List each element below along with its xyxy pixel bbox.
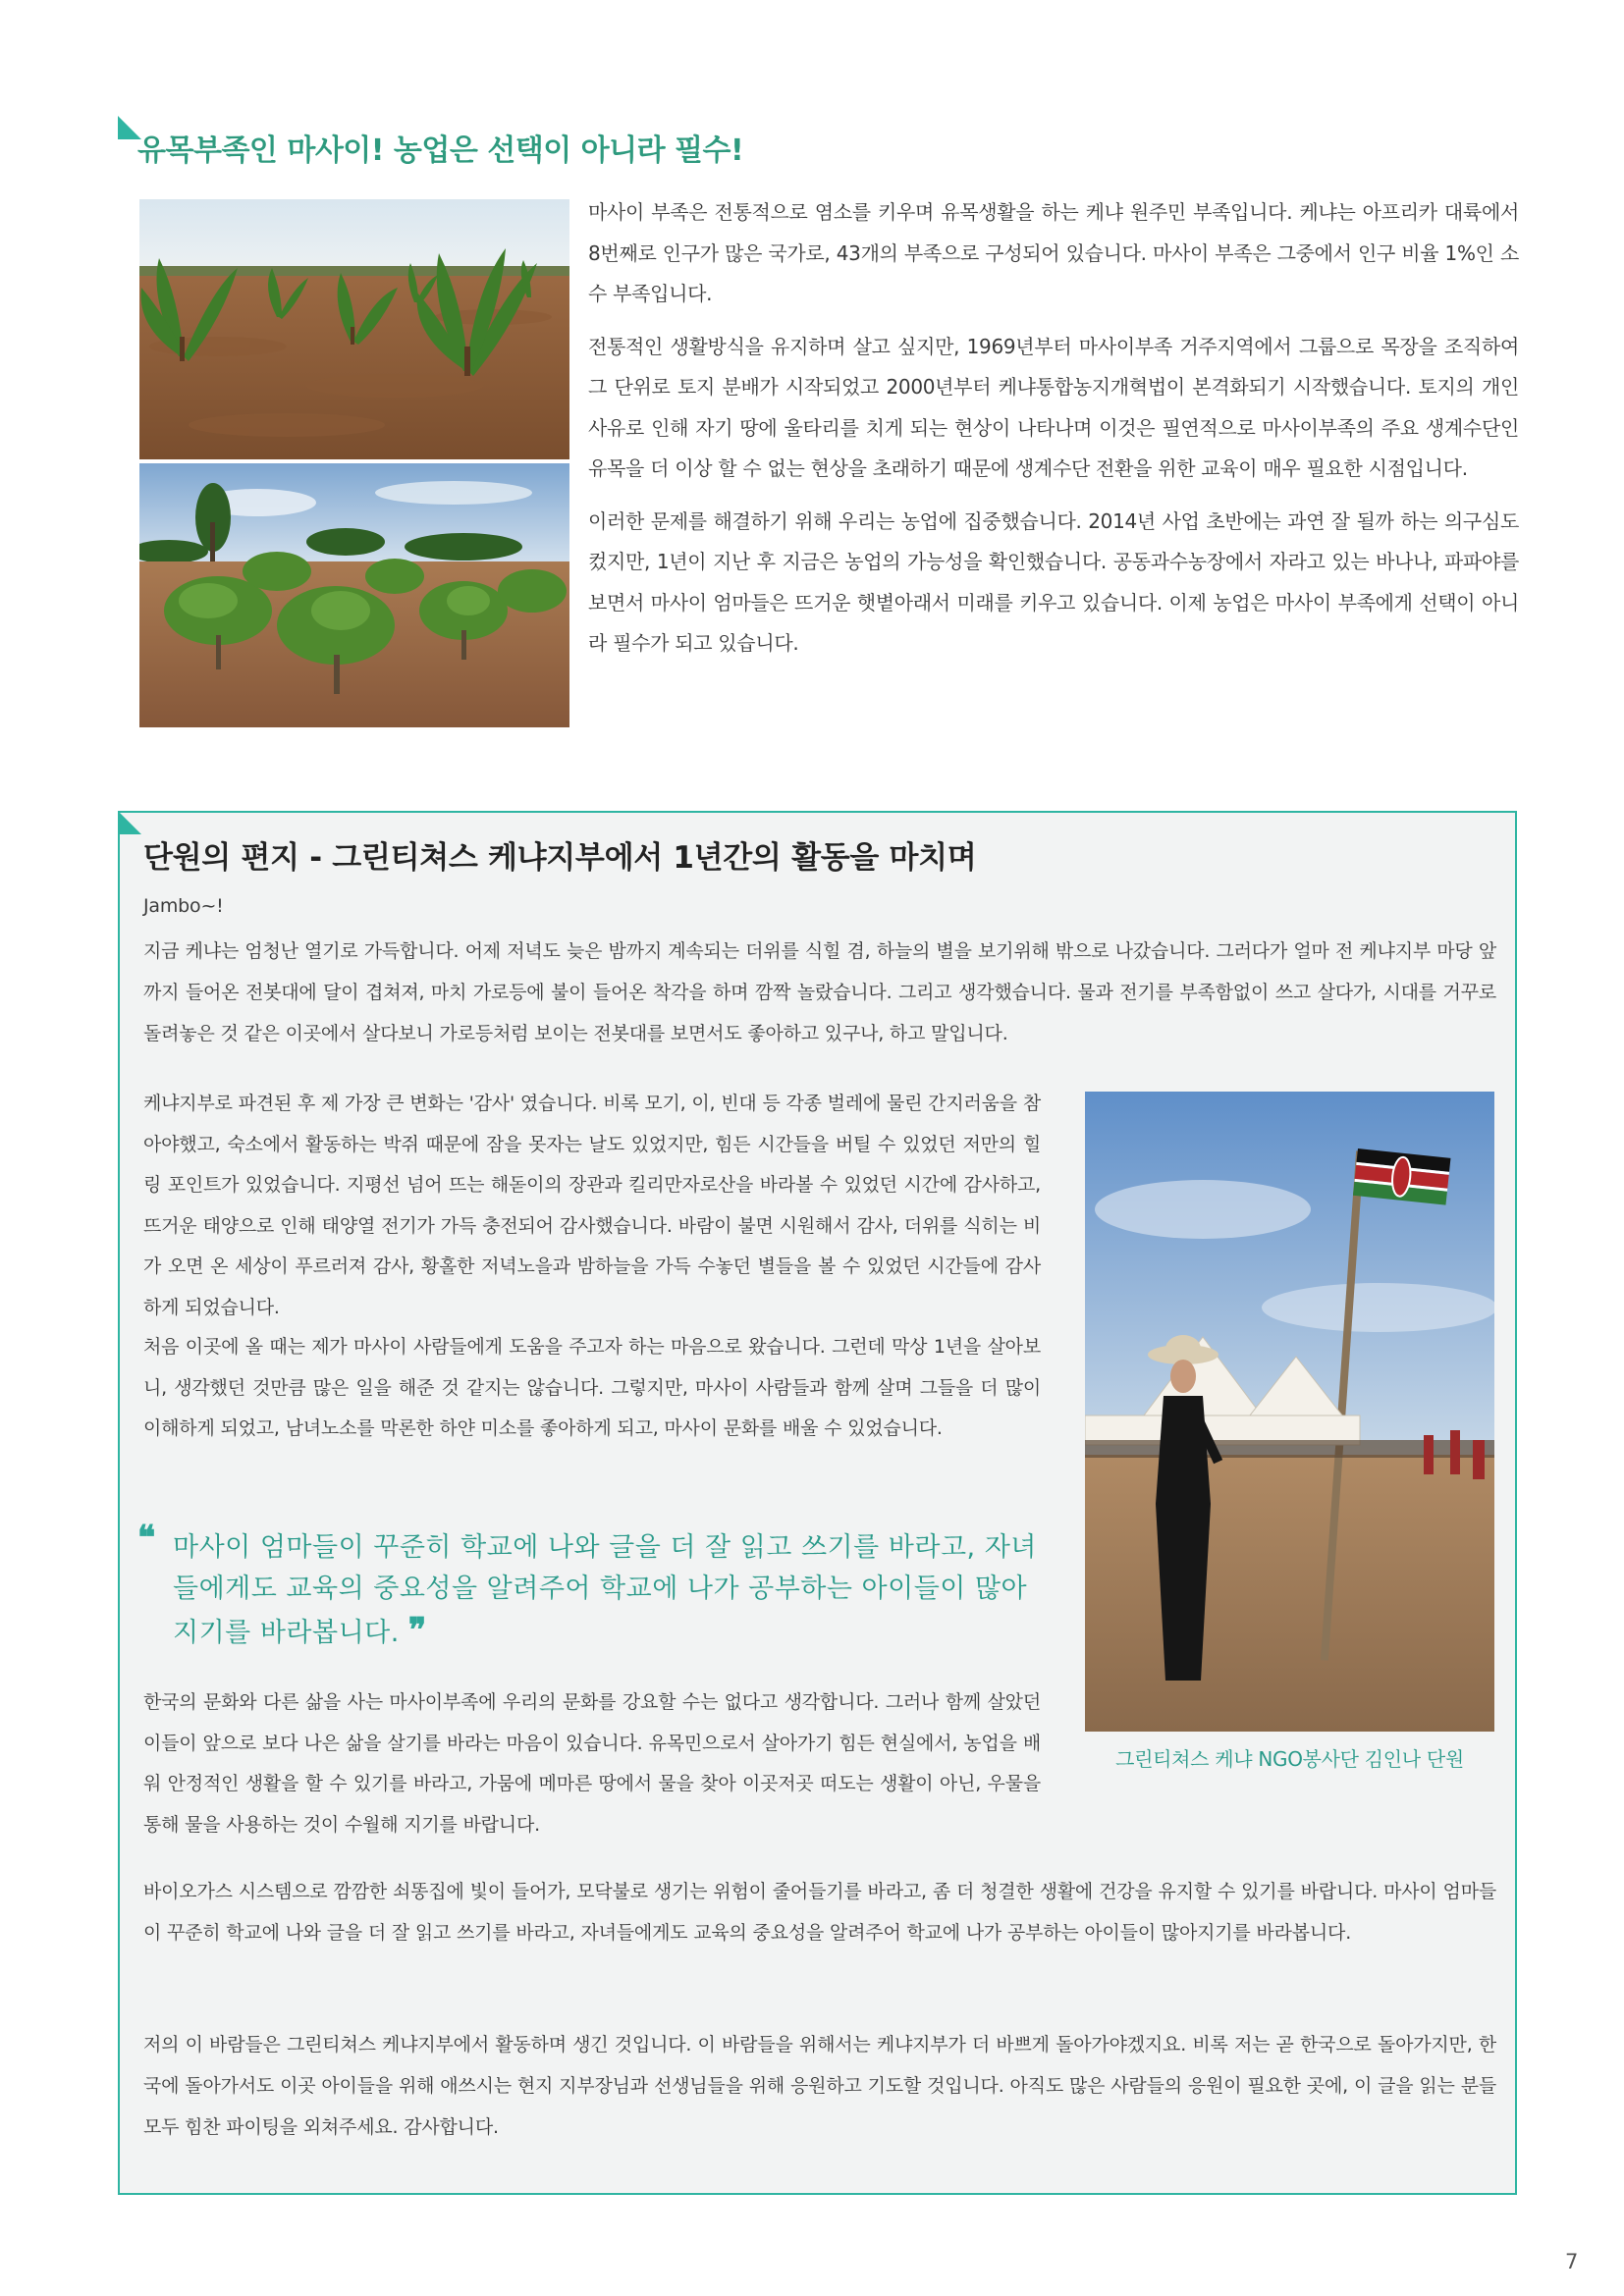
letter-paragraph (143, 1871, 1496, 1953)
letter-paragraph-text: 한국의 문화와 다른 삶을 사는 마사이부족에 우리의 문화를 강요할 수는 없다고 생각합니다. 그러나 함께 살았던 이들이 앞으로 보다 나은 삶을 살기를 바라는 마음이 있습니다. 유목민으로서 살아가기 힘든 현실에서, 농업을 배워 안정적인 생활을 할 수 있기를 바라고, 가뭄에 메마른 땅에서 물을 찾아 이곳저곳 떠도는 생활이 아닌, 우물을 통해 물을 사용하는 것이 수월해 지기를 바랍니다. (143, 1691, 1041, 1836)
section-paragraph: 전통적인 생활방식을 유지하며 살고 싶지만, 1969년부터 마사이부족 거주지역에서 그룹으로 목장을 조직하여 그 단위로 토지 분배가 시작되었고 2000년부터 케냐통합농지개혁법이 본격화되기 시작했습니다. 토지의 개인 사유로 인해 자기 땅에 울타리를 치게 되는 현상이 나타나며 이것은 필연적으로 마사이부족의 주요 생계수단인 유목을 더 이상 할 수 없는 현상을 초래하기 때문에 생계수단 전환을 위한 교육이 매우 필요한 시점입니다. (588, 334, 1519, 480)
letter-paragraph-text: 케냐지부로 파견된 후 제 가장 큰 변화는 '감사' 였습니다. 비록 모기, 이, 빈대 등 각종 벌레에 물린 간지러움을 참아야했고, 숙소에서 활동하는 박쥐 때문에 잠을 못자는 날도 있었지만, 힘든 시간들을 버틸 수 있었던 저만의 힐링 포인트가 있었습니다. 지평선 넘어 뜨는 해돋이의 장관과 킬리만자로산을 바라볼 수 있었던 시간에 감사하고, 뜨거운 태양으로 인해 태양열 전기가 가득 충전되어 감사했습니다. 바람이 불면 시원해서 감사, 더위를 식히는 비가 오면 온 세상이 푸르러져 감사, 황홀한 저녁노을과 밤하늘을 가득 수놓던 별들을 볼 수 있었던 시간들에 감사하게 되었습니다. (143, 1093, 1041, 1318)
page-number: 7 (1565, 2250, 1579, 2273)
letter-paragraph (143, 931, 1496, 1054)
letter-paragraph (143, 1327, 1041, 1450)
close-quote-icon: ❞ (407, 1611, 427, 1650)
pull-quote (137, 1519, 1037, 1654)
letter-paragraph-text: 처음 이곳에 올 때는 제가 마사이 사람들에게 도움을 주고자 하는 마음으로 왔습니다. 그런데 막상 1년을 살아보니, 생각했던 것만큼 많은 일을 해준 것 같지는 않습니다. 그렇지만, 마사이 사람들과 함께 살며 그들을 더 많이 이해하게 되었고, 남녀노소를 막론한 하얀 미소를 좋아하게 되고, 마사이 문화를 배울 수 있었습니다. (143, 1336, 1041, 1439)
letter-paragraph-text: 저의 이 바람들은 그린티쳐스 케냐지부에서 활동하며 생긴 것입니다. 이 바람들을 위해서는 케냐지부가 더 바쁘게 돌아가야겠지요. 비록 저는 곧 한국으로 돌아가지만, 한국에 돌아가서도 이곳 아이들을 위해 애쓰시는 현지 지부장님과 선생님들을 위해 응원하고 기도할 것입니다. 아직도 많은 사람들의 응원이 필요한 곳에, 이 글을 읽는 분들 모두 힘찬 파이팅을 외쳐주세요. 감사합니다. (143, 2034, 1496, 2138)
volunteer-photo (1085, 1092, 1494, 1732)
letter-greeting: Jambo~! (143, 895, 224, 917)
photo-caption: 그린티쳐스 케냐 NGO봉사단 김인나 단원 (1115, 1747, 1464, 1771)
letter-paragraph-text: 지금 케냐는 엄청난 열기로 가득합니다. 어제 저녁도 늦은 밤까지 계속되는 더위를 식힐 겸, 하늘의 별을 보기위해 밖으로 나갔습니다. 그러다가 얼마 전 케냐지부 마당 앞까지 들어온 전봇대에 달이 겹쳐져, 마치 가로등에 불이 들어온 착각을 하며 깜짝 놀랐습니다. 그리고 생각했습니다. 물과 전기를 부족함없이 쓰고 살다가, 시대를 거꾸로 돌려놓은 것 같은 이곳에서 살다보니 가로등처럼 보이는 전봇대를 보면서도 좋아하고 있구나, 하고 말입니다. (143, 940, 1496, 1044)
letter-corner-mark (118, 811, 141, 834)
letter-title: 단원의 편지 - 그린티쳐스 케냐지부에서 1년간의 활동을 마치며 (143, 840, 977, 876)
section-body (588, 192, 1519, 676)
section-title: 유목부족인 마사이! 농업은 선택이 아니라 필수! (137, 133, 744, 168)
pull-quote-text: 마사이 엄마들이 꾸준히 학교에 나와 글을 더 잘 읽고 쓰기를 바라고, 자녀들에게도 교육의 중요성을 알려주어 학교에 나가 공부하는 아이들이 많아지기를 바라봅니다. (173, 1532, 1037, 1648)
banana-field-photo (139, 199, 569, 459)
letter-paragraph (143, 1682, 1041, 1845)
letter-paragraph (143, 2024, 1496, 2148)
papaya-field-photo (139, 463, 569, 727)
letter-paragraph-text: 바이오가스 시스템으로 깜깜한 쇠똥집에 빛이 들어가, 모닥불로 생기는 위험이 줄어들기를 바라고, 좀 더 청결한 생활에 건강을 유지할 수 있기를 바랍니다. 마사이 엄마들이 꾸준히 학교에 나와 글을 더 잘 읽고 쓰기를 바라고, 자녀들에게도 교육의 중요성을 알려주어 학교에 나가 공부하는 아이들이 많아지기를 바라봅니다. (143, 1881, 1496, 1944)
letter-paragraph (143, 1084, 1041, 1328)
section-paragraph: 이러한 문제를 해결하기 위해 우리는 농업에 집중했습니다. 2014년 사업 초반에는 과연 잘 될까 하는 의구심도 컸지만, 1년이 지난 후 지금은 농업의 가능성을 확인했습니다. 공동과수농장에서 자라고 있는 바나나, 파파야를 보면서 마사이 엄마들은 뜨거운 햇볕아래서 미래를 키우고 있습니다. 이제 농업은 마사이 부족에게 선택이 아니라 필수가 되고 있습니다. (588, 508, 1519, 655)
section-paragraph: 마사이 부족은 전통적으로 염소를 키우며 유목생활을 하는 케냐 원주민 부족입니다. 케냐는 아프리카 대륙에서 8번째로 인구가 많은 국가로, 43개의 부족으로 구성되어 있습니다. 마사이 부족은 그중에서 인구 비율 1%인 소수 부족입니다. (588, 200, 1519, 305)
open-quote-icon: ❝ (137, 1519, 156, 1558)
